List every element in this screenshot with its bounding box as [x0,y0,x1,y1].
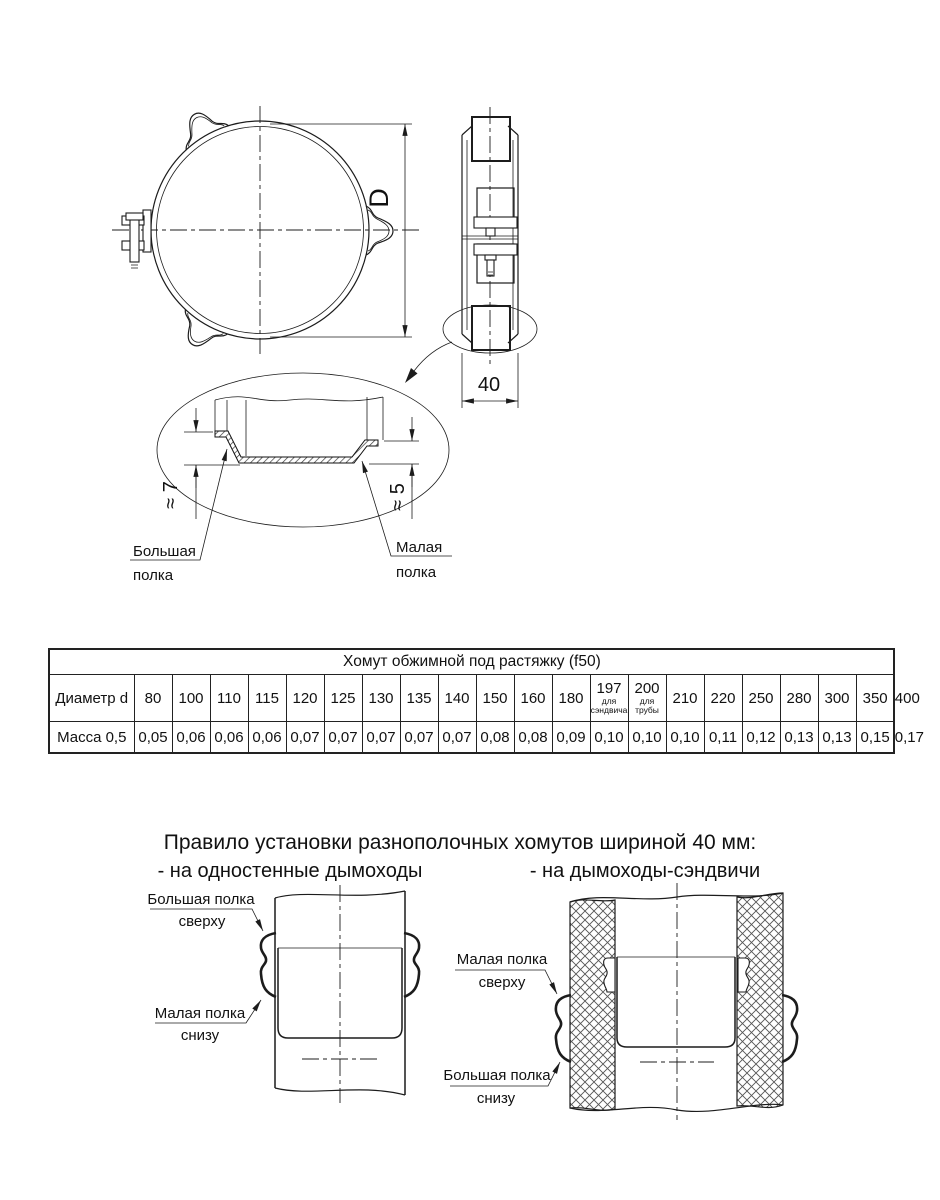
diameter-cell: 160 [514,675,552,722]
single-wall-diagram [147,885,419,1103]
mass-cell: 0,13 [780,722,818,754]
mass-cell: 0,12 [742,722,780,754]
diameter-note: трубы [635,705,659,715]
mass-cell: 0,10 [628,722,666,754]
large-flange-label: Большая [133,543,196,560]
diameter-dim-label: D [364,188,394,208]
small-flange-label: Малая [396,539,443,556]
detail-callout-curve [414,342,452,371]
mass-cell: 0,13 [818,722,856,754]
bottom-left-ear-lobe [172,309,228,357]
mass-cell: 0,07 [362,722,400,754]
mass-cell: 0,06 [248,722,286,754]
diameter-cell: 150 [476,675,514,722]
small-flange-label-2: полка [396,564,437,581]
small-flange-top-label-2: сверху [478,974,526,991]
break-line [215,397,383,401]
mass-cell: 0,07 [438,722,476,754]
front-view [112,102,420,357]
diameter-cell: 125 [324,675,362,722]
diameter-cell: 130 [362,675,400,722]
table-title: Хомут обжимной под растяжку (f50) [49,649,894,675]
insulated-wall-right [737,893,783,1107]
clamp-band-right [782,995,797,1062]
clamp-band-left [261,933,276,997]
large-flange-top-label: Большая полка [147,891,255,908]
small-flange-dim-label: ≈ 5 [387,483,409,511]
sandwich-diagram [443,883,797,1120]
width-dim-label: 40 [477,374,501,396]
diameter-cell-pipe [628,675,666,722]
diameter-note: для [601,696,617,706]
large-flange-label-2: полка [133,567,174,584]
detail-callout-arrow [405,368,418,383]
clamp-band-right [404,933,419,997]
rules-subtitle-single-wall: - на одностенные дымоходы [157,860,423,882]
mass-cell: 0,06 [172,722,210,754]
large-flange-dim-label: ≈ 7 [160,481,182,509]
mass-cell: 0,06 [210,722,248,754]
diameter-cell: 280 [780,675,818,722]
mass-cell: 0,07 [400,722,438,754]
clamp-band-left [556,995,571,1062]
diameter-value: 197 [596,680,622,697]
diameter-note: для [639,696,655,706]
diameter-cell: 220 [704,675,742,722]
installation-diagrams [0,875,940,1200]
bolt-lock-assembly [122,210,151,268]
diameter-cell: 350 [856,675,894,722]
insulated-wall-left [570,900,615,1110]
mass-row-header: Масса 0,5 [49,722,134,754]
band-cross-section [215,431,378,463]
small-flange-dimension [369,417,419,519]
mass-cell: 0,10 [666,722,704,754]
rules-title: Правило установки разнополочных хомутов шириной 40 мм: [163,831,757,854]
small-flange-top-label: Малая полка [456,951,548,968]
mass-cell: 0,07 [324,722,362,754]
diameter-cell: 80 [134,675,172,722]
diameter-cell: 140 [438,675,476,722]
large-flange-top-label-2: сверху [178,913,226,930]
mass-cell: 0,08 [476,722,514,754]
right-ear-lobe [366,206,393,255]
top-lobe-section [472,117,510,161]
rules-subtitle-sandwich: - на дымоходы-сэндвичи [529,860,761,882]
mass-cell: 0,08 [514,722,552,754]
large-flange-dimension [160,408,240,519]
diameter-cell: 115 [248,675,286,722]
bottom-lobe-section [472,306,510,350]
diameter-cell: 300 [818,675,856,722]
dimensions-table: Хомут обжимной под растяжку (f50) Диаметр d 80 100 110 115 120 125 130 135 140 150 160 180 197 для сэндвича 200 для трубы 210 220 250 280 300 350 400 Масса 0,5 0,05 0,06 0,06 0,06 0,07 0,07 0,07 0,07 0,07 0,08 0,08 0,09 0,10 0,10 0,10 0,11 0,12 0,13 0,13 0,15 0,17 [48,648,895,754]
inner-socket-outline [617,957,735,1047]
diameter-dimension [270,124,412,337]
small-flange-bottom-label-2: снизу [180,1027,220,1044]
small-flange-bottom-label: Малая полка [154,1005,246,1022]
diameter-value: 200 [634,680,660,697]
large-flange-bottom-label: Большая полка [443,1067,551,1084]
mass-cell: 0,10 [590,722,628,754]
diameter-cell: 110 [210,675,248,722]
diameter-cell: 135 [400,675,438,722]
side-view [405,107,537,408]
diameter-cell: 120 [286,675,324,722]
detail-view [130,373,452,584]
diameter-cell-sandwich [590,675,628,722]
diameter-cell: 210 [666,675,704,722]
mass-cell: 0,11 [704,722,742,754]
top-left-ear-lobe [173,102,229,150]
large-flange-bottom-label-2: снизу [476,1090,516,1107]
diameter-cell: 180 [552,675,590,722]
mass-cell: 0,05 [134,722,172,754]
mass-cell: 0,15 [856,722,894,754]
mass-cell: 0,09 [552,722,590,754]
diameter-row-header: Диаметр d [49,675,134,722]
diameter-note: сэндвича [590,705,628,715]
diameter-cell: 100 [172,675,210,722]
diameter-cell: 250 [742,675,780,722]
mass-cell: 0,07 [286,722,324,754]
